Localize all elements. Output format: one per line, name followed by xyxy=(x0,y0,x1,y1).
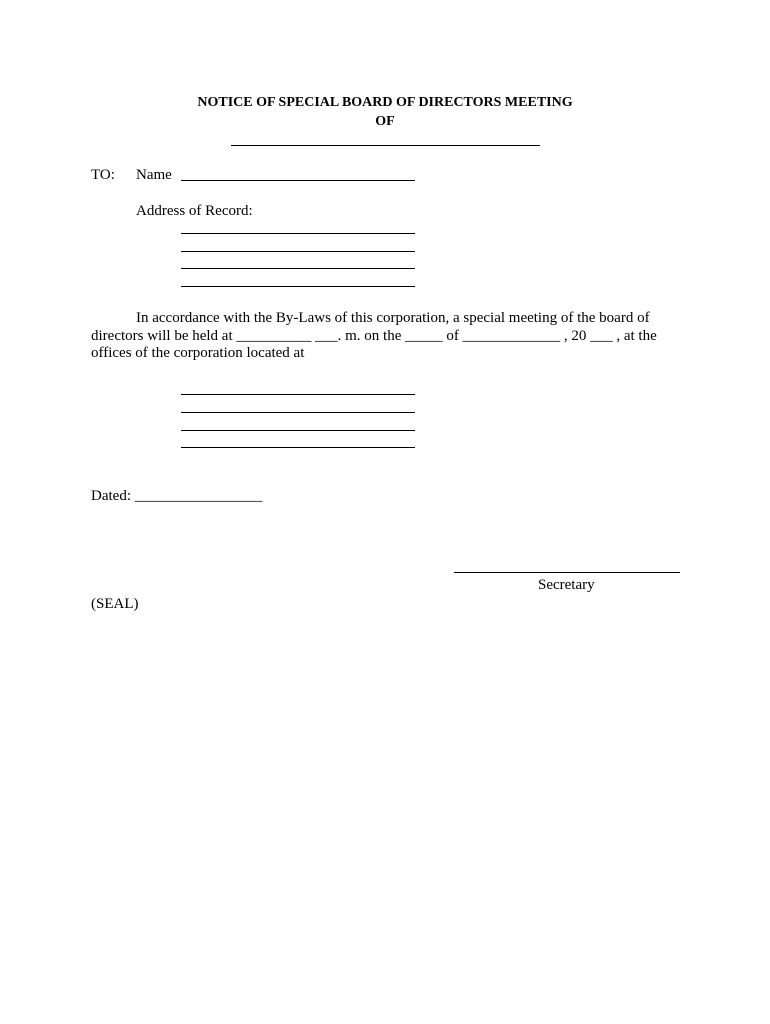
name-label: Name xyxy=(136,167,172,183)
document-title: NOTICE OF SPECIAL BOARD OF DIRECTORS MEETING xyxy=(197,95,573,110)
address-blank-line[interactable] xyxy=(181,286,415,287)
secretary-label: Secretary xyxy=(538,577,595,593)
corporation-name-blank[interactable] xyxy=(231,145,540,146)
address-of-record-label: Address of Record: xyxy=(136,203,253,219)
dated-field[interactable]: Dated: _________________ xyxy=(91,488,263,504)
body-text-line: In accordance with the By-Laws of this corporation, a special meeting of the board of xyxy=(136,310,650,326)
document-title-of: OF xyxy=(375,114,395,129)
body-text-line: offices of the corporation located at xyxy=(91,345,305,361)
location-blank-line[interactable] xyxy=(181,412,415,413)
body-text-line: directors will be held at __________ ___. m. on the _____ of _____________ , 20 ___ , at the xyxy=(91,328,657,344)
address-blank-line[interactable] xyxy=(181,268,415,269)
to-label: TO: xyxy=(91,167,115,183)
location-blank-line[interactable] xyxy=(181,394,415,395)
secretary-signature-line[interactable] xyxy=(454,572,680,573)
location-blank-line[interactable] xyxy=(181,430,415,431)
seal-label: (SEAL) xyxy=(91,596,139,612)
location-blank-line[interactable] xyxy=(181,447,415,448)
name-blank[interactable] xyxy=(181,180,415,181)
address-blank-line[interactable] xyxy=(181,251,415,252)
address-blank-line[interactable] xyxy=(181,233,415,234)
